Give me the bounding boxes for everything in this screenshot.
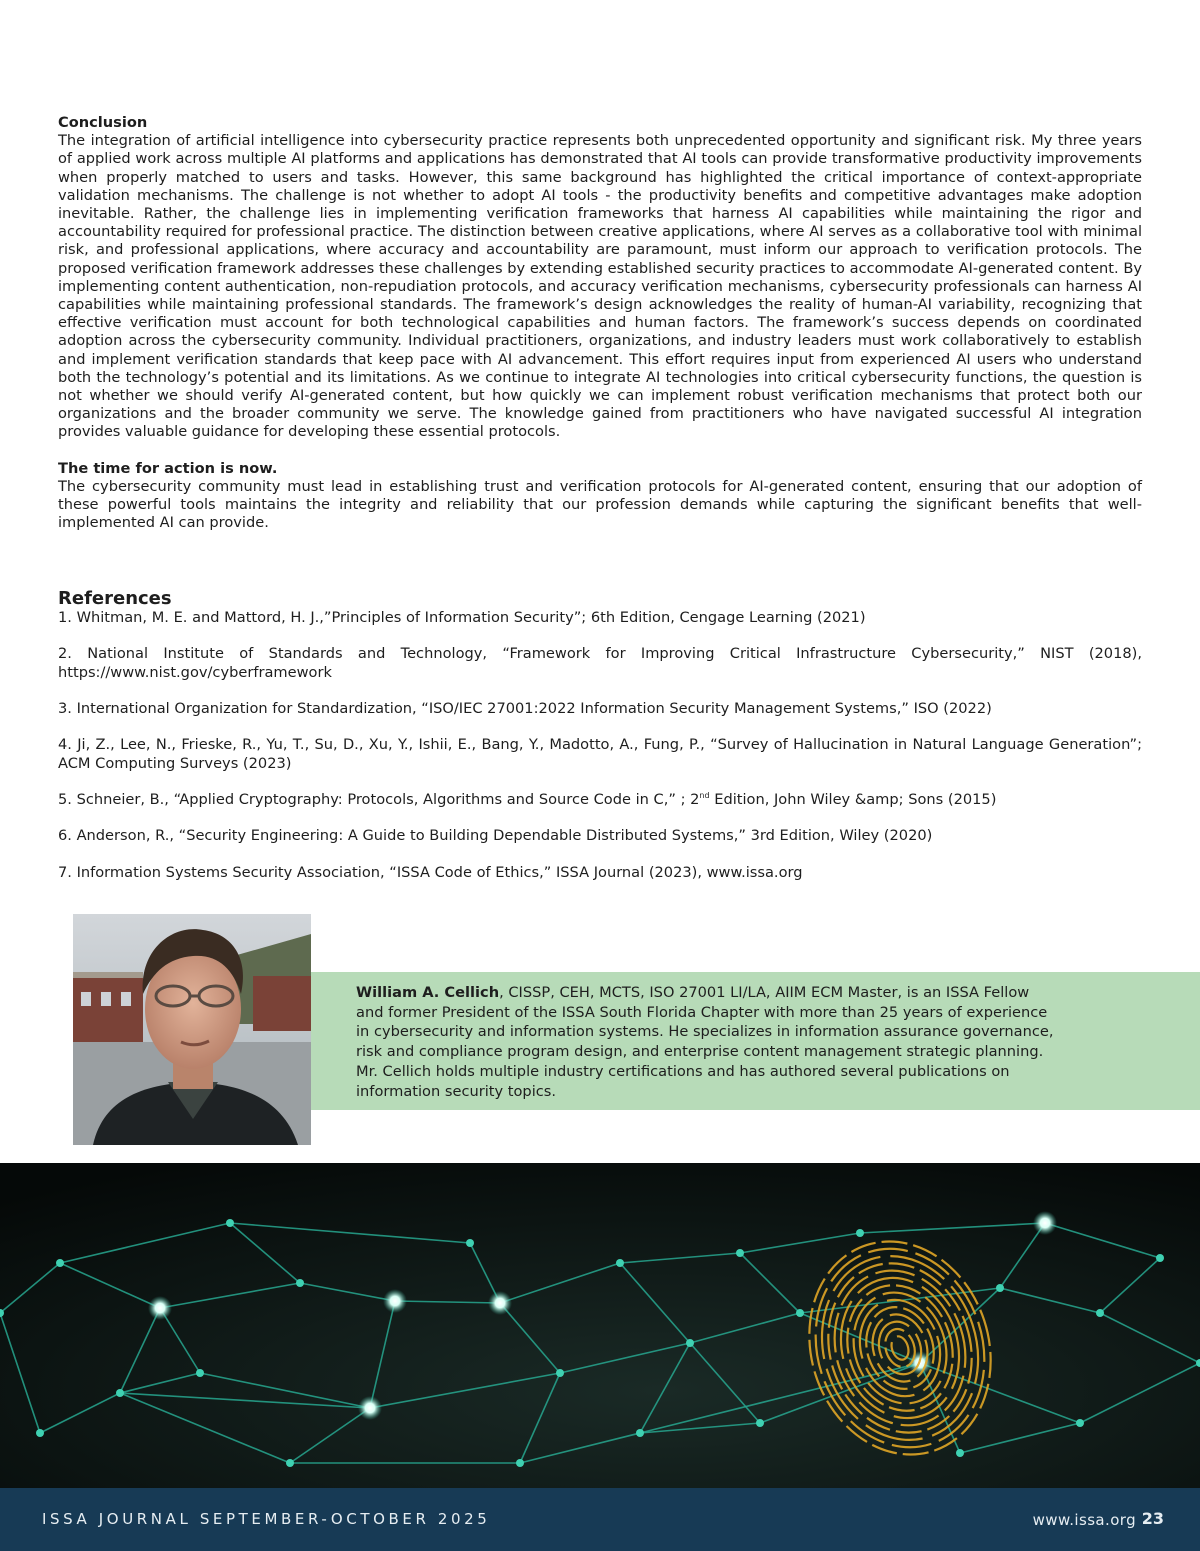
journal-issue-label: ISSA JOURNAL SEPTEMBER-OCTOBER 2025: [42, 1510, 491, 1528]
network-fingerprint-image: [0, 1163, 1200, 1488]
network-node: [556, 1369, 564, 1377]
network-node: [686, 1339, 694, 1347]
network-node: [956, 1449, 964, 1457]
reference-item: 2. National Institute of Standards and Technology, “Framework for Improving Critical Infrastructure Cybersecurity,” NIST (2018), https://www.nist.gov/cyberframework: [58, 645, 1142, 681]
conclusion-paragraph: The integration of artificial intelligence into cybersecurity practice represents both unprecedented opportunity and significant risk. My three years of applied work across multiple AI platforms and applications has demonstrated that AI tools can provide transformative productivity improvements when properly matched to users and tasks. However, this same background has highlighted the critical importance of context-appropriate validation mechanisms. The challenge is not whether to adopt AI tools - the productivity benefits and competitive advantages make adoption inevitable. Rather, the challenge lies in implementing verification frameworks that harness AI capabilities while maintaining the rigor and accountability required for professional practice. The distinction between creative applications, where AI serves as a collaborative tool with minimal risk, and professional applications, where accuracy and accountability are paramount, must inform our approach to verification protocols. The proposed verification framework addresses these challenges by extending established security practices to accommodate AI-generated content. By implementing content authentication, non-repudiation protocols, and accuracy verification mechanisms, cybersecurity professionals can harness AI capabilities while maintaining professional standards. The framework’s design acknowledges the reality of human-AI variability, recognizing that effective verification must account for both technological capabilities and human factors. The framework’s success depends on coordinated adoption across the cybersecurity community. Individual practitioners, organizations, and industry leaders must work collaboratively to establish and implement verification standards that keep pace with AI advancement. This effort requires input from experienced AI users who understand both the technology’s potential and its limitations. As we continue to integrate AI technologies into critical cybersecurity functions, the question is not whether we should verify AI-generated content, but how quickly we can implement robust verification mechanisms that protect both our organizations and the broader community we serve. The knowledge gained from practitioners who have navigated successful AI integration provides valuable guidance for developing these essential protocols.: [58, 132, 1142, 441]
network-node: [196, 1369, 204, 1377]
network-node: [516, 1459, 524, 1467]
network-illustration: [0, 1163, 1200, 1488]
author-portrait-image: [73, 914, 311, 1145]
reference-text: 5. Schneier, B., “Applied Cryptography: Protocols, Algorithms and Source Code in C,” ; 2: [58, 790, 700, 808]
action-heading: The time for action is now.: [58, 459, 278, 477]
network-node: [466, 1239, 474, 1247]
author-bio: [356, 983, 1056, 1101]
network-node: [56, 1259, 64, 1267]
network-node: [856, 1229, 864, 1237]
network-node: [383, 1289, 407, 1313]
footer-website-link[interactable]: www.issa.org: [1032, 1511, 1136, 1529]
network-node: [1096, 1309, 1104, 1317]
page-number: 23: [1141, 1509, 1164, 1528]
network-node: [116, 1389, 124, 1397]
network-node: [996, 1284, 1004, 1292]
reference-item: [58, 791, 1142, 809]
network-node: [1076, 1419, 1084, 1427]
reference-item: 7. Information Systems Security Association, “ISSA Code of Ethics,” ISSA Journal (2023), www.issa.org: [58, 863, 803, 881]
reference-text: Edition, John Wiley &amp; Sons (2015): [709, 790, 997, 808]
references-heading: References: [58, 588, 172, 609]
superscript: nd: [699, 791, 710, 801]
reference-item: 1. Whitman, M. E. and Mattord, H. J.,”Principles of Information Security”; 6th Edition, Cengage Learning (2021): [58, 609, 866, 626]
network-node: [1033, 1211, 1057, 1235]
reference-item: 6. Anderson, R., “Security Engineering: A Guide to Building Dependable Distributed Systems,” 3rd Edition, Wiley (2020): [58, 827, 933, 845]
network-node: [286, 1459, 294, 1467]
network-node: [756, 1419, 764, 1427]
network-node: [616, 1259, 624, 1267]
author-name: William A. Cellich: [356, 984, 500, 1001]
article-body: [58, 114, 1142, 532]
network-node: [226, 1219, 234, 1227]
network-node: [1156, 1254, 1164, 1262]
conclusion-heading: Conclusion: [58, 114, 148, 131]
action-paragraph: The cybersecurity community must lead in establishing trust and verification protocols for AI-generated content, ensuring that our adoption of these powerful tools maintains the integrity and reliability that our profession demands while capturing the significant benefits that well-implemented AI can provide.: [58, 477, 1142, 532]
network-node: [358, 1396, 382, 1420]
network-node: [488, 1291, 512, 1315]
reference-item: 3. International Organization for Standardization, “ISO/IEC 27001:2022 Information Security Management Systems,” ISO (2022): [58, 699, 992, 717]
page-footer: [0, 1488, 1200, 1551]
author-bio-text: , CISSP, CEH, MCTS, ISO 27001 LI/LA, AIIM ECM Master, is an ISSA Fellow and former President of the ISSA South Florida Chapter with more than 25 years of experience in cybersecurity and information systems. He specializes in information assurance governance, risk and compliance program design, and enterprise content management strategic planning. Mr. Cellich holds multiple industry certifications and has authored several publications on information security topics.: [356, 984, 1054, 1100]
references-list: [58, 609, 1142, 900]
network-node: [736, 1249, 744, 1257]
network-node: [636, 1429, 644, 1437]
network-node: [148, 1296, 172, 1320]
network-node: [796, 1309, 804, 1317]
reference-item: 4. Ji, Z., Lee, N., Frieske, R., Yu, T., Su, D., Xu, Y., Ishii, E., Bang, Y., Madotto, A., Fung, P., “Survey of Hallucination in Natural Language Generation”; ACM Computing Surveys (2023): [58, 736, 1142, 772]
network-node: [296, 1279, 304, 1287]
author-photo: [73, 914, 311, 1145]
network-node: [36, 1429, 44, 1437]
